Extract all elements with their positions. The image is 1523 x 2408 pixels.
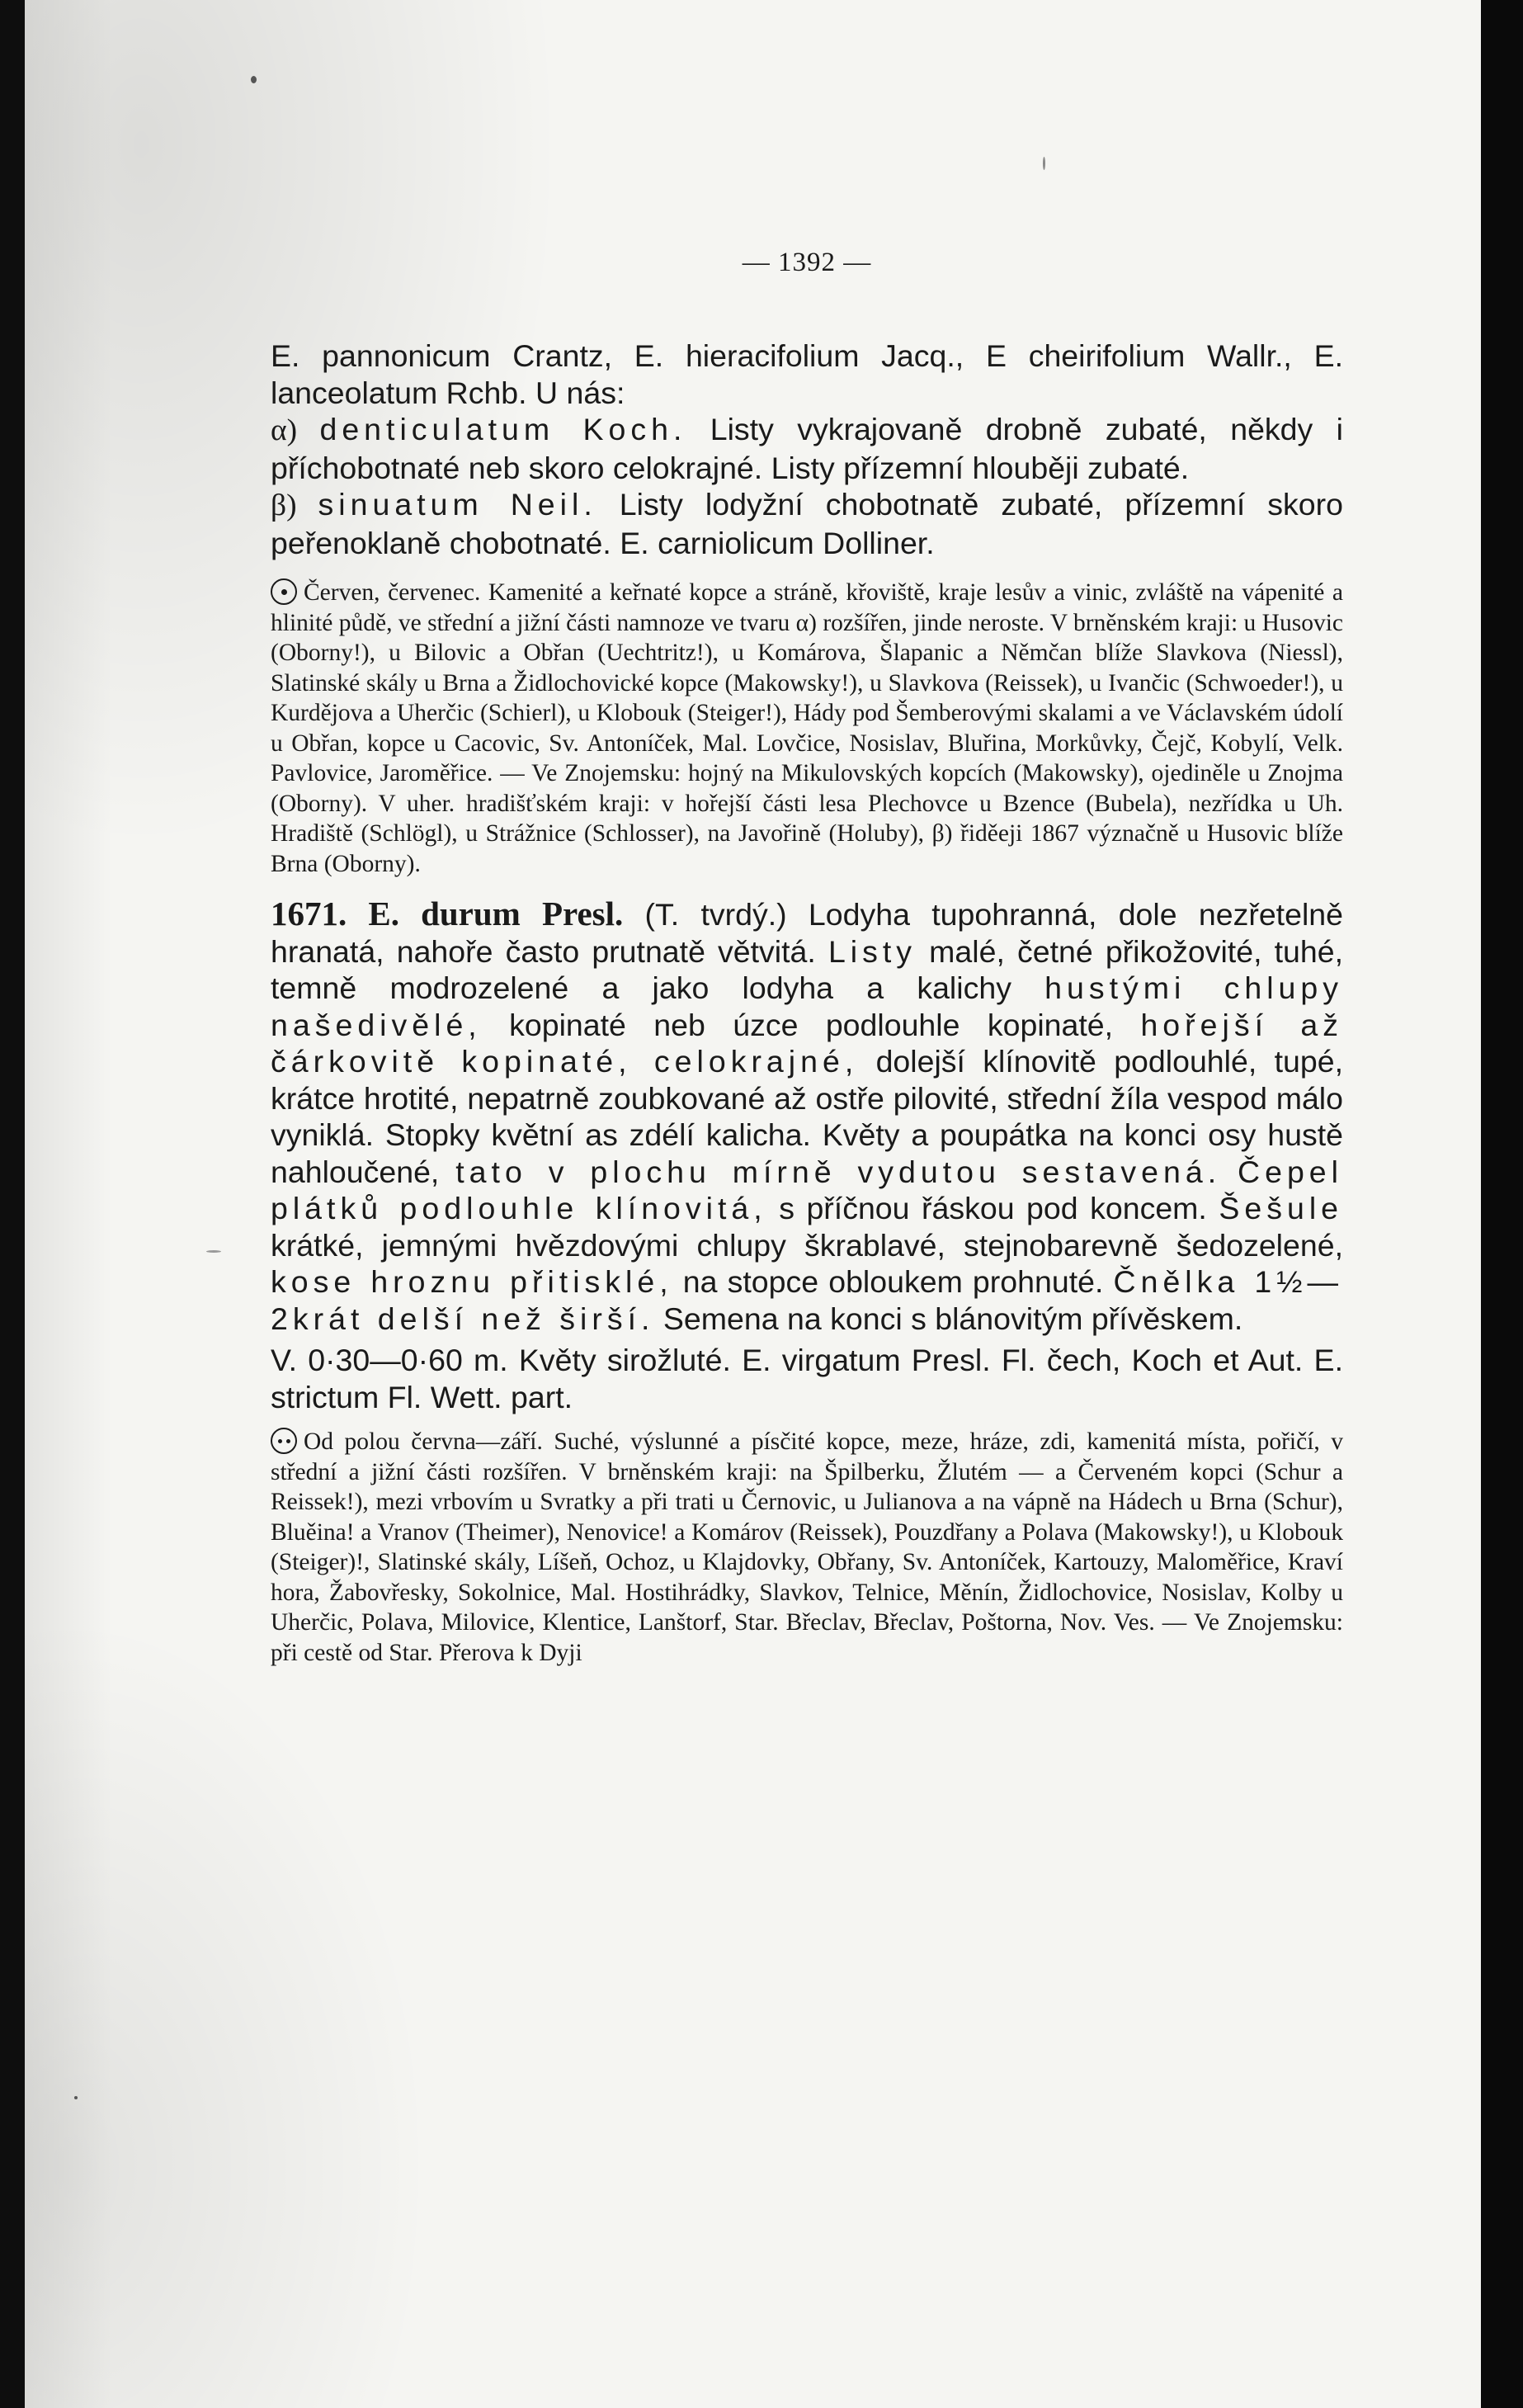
desc-part-3: kopinaté neb úzce podlouhle kopinaté, <box>481 1007 1141 1042</box>
scan-dark-edge <box>1481 0 1523 2408</box>
beta-marker: β) <box>271 489 318 522</box>
variety-beta <box>271 486 1343 561</box>
species-description <box>271 895 1343 1337</box>
desc-emph-cepel: Čepel plátků podlouhle klínovitá, <box>271 1154 1343 1225</box>
flowering-symbol-icon <box>271 578 297 605</box>
species-heading: 1671. E. durum Presl. <box>271 895 624 933</box>
desc-emph-chlupy: hustými chlupy našedivělé, <box>271 970 1343 1042</box>
desc-part-5: s příčnou řáskou pod koncem. <box>766 1191 1219 1225</box>
desc-part-7: na stopce obloukem prohnuté. <box>672 1264 1114 1299</box>
desc-part-8: Semena na konci s blánovitým přívěskem. <box>654 1301 1243 1336</box>
biennial-symbol-icon <box>271 1428 297 1454</box>
desc-part-1: (T. tvrdý.) Lodyha tupohranná, dole nezřetelně hranatá, nahoře často prutnatě větvitá. <box>271 897 1343 969</box>
desc-emph-cnelka: Čnělka 1½—2krát delší než širší. <box>271 1264 1343 1336</box>
variety-beta-text: Listy lodyžní chobotnatě zubaté, přízemní skoro peřenoklaně chobotnaté. E. carniolicum Dolliner. <box>271 487 1343 560</box>
distribution-paragraph-1 <box>271 578 1343 879</box>
distribution-text-1: Červen, červenec. Kamenité a keřnaté kopce a stráně, křoviště, kraje lesův a vinic, zvláště na vápenité a hlinité půdě, ve střední a jižní části namnoze ve tvaru α) rozšířen, jinde neroste. V brněnském kraji: u Husovic (Oborny!), u Bilovic a Obřan (Uechtritz!), u Komárova, Šlapanic a Němčan blíže Slavkova (Niessl), Slatinské skály u Brna a Židlochovické kopce (Makowsky!), u Slavkova (Reissek), u Ivančic (Schwoeder!), u Kurdějova a Uherčic (Schierl), u Klobouk (Steiger!), Hády pod Šemberovými skalami a ve Václavském údolí u Obřan, kopce u Cacovic, Sv. Antoníček, Mal. Lovčice, Nosislav, Bluřina, Morkůvky, Čejč, Kobylí, Velk. Pavlovice, Jaroměřice. — Ve Znojemsku: hojný na Mikulovských kopcích (Makowsky), ojediněle u Znojma (Oborny). V uher. hradišťském kraji: v hořejší části lesa Plechovce u Bzence (Bubela), nezřídka u Uh. Hradiště (Schlögl), u Strážnice (Schlosser), na Javořině (Holuby), β) řiděeji 1867 význačně u Husovic blíže Brna (Oborny). <box>271 579 1343 877</box>
variety-alpha <box>271 411 1343 486</box>
desc-part-6: krátké, jemnými hvězdovými chlupy škrablavé, stejnobarevně šedozelené, <box>271 1227 1343 1263</box>
desc-emph-tato: tato v plochu mírně vydutou sestavená. <box>455 1154 1222 1189</box>
desc-part-4: dolejší klínovitě podlouhlé, tupé, krátce hrotité, nepatrně zoubkované až ostře pilovité, střední žíla vespod málo vyniklá. Stopky květní as zdélí kalicha. Květy a poupátka na konci osy hustě nahloučené, <box>271 1044 1343 1189</box>
variety-alpha-name: denticulatum Koch. <box>319 412 687 446</box>
desc-emph-listy: Listy <box>828 933 917 969</box>
size-synonyms-paragraph: V. 0·30—0·60 m. Květy sirožluté. E. virgatum Presl. Fl. čech, Koch et Aut. E. strictum Fl. Wett. part. <box>271 1343 1343 1414</box>
desc-part-2: malé, četné přikožovité, tuhé, temně modrozelené a jako lodyha a kalichy <box>271 933 1343 1005</box>
variety-beta-name: sinuatum Neil. <box>318 487 597 522</box>
alpha-marker: α) <box>271 413 320 447</box>
distribution-paragraph-2 <box>271 1427 1343 1668</box>
desc-emph-sesule: Šešule <box>1219 1191 1344 1225</box>
desc-emph-kose: kose hroznu přitisklé, <box>271 1264 673 1299</box>
distribution-text-2: Od polou června—září. Suché, výslunné a písčité kopce, meze, hráze, zdi, kamenitá místa, pořičí, v střední a jižní části rozšířen. V brněnském kraji: na Špilberku, Žlutém — a Červeném kopci (Schur a Reissek!), mezi vrbovím u Svratky a při trati u Černovic, u Julianova a na vápně na Hádech u Brna (Schur), Bluěina! a Vranov (Theimer), Nenovice! a Komárov (Reissek), Pouzdřany a Polava (Makowsky!), u Klobouk (Steiger)!, Slatinské skály, Líšeň, Ochoz, u Klajdovky, Obřany, Sv. Antoníček, Kartouzy, Maloměřice, Kraví hora, Žabovřesky, Sokolnice, Mal. Hostihrádky, Slavkov, Telnice, Měnín, Židlochovice, Nosislav, Kolby u Uherčic, Polava, Milovice, Klentice, Lanštorf, Star. Břeclav, Břeclav, Poštorna, Nov. Ves. — Ve Znojemsku: při cestě od Star. Přerova k Dyji <box>271 1428 1343 1666</box>
text-column <box>271 248 1343 1668</box>
page-number: — 1392 — <box>742 248 872 277</box>
desc-emph-horejsi: hořejší až čárkovitě kopinaté, celokrajné, <box>271 1007 1343 1079</box>
synonyms-paragraph: E. pannonicum Crantz, E. hieracifolium Jacq., E cheirifolium Wallr., E. lanceolatum Rchb. U nás: <box>271 338 1343 410</box>
desc-space <box>1221 1154 1238 1189</box>
variety-alpha-text: Listy vykrajovaně drobně zubaté, někdy i příchobotnaté neb skoro celokrajné. Listy přízemní hlouběji zubaté. <box>271 412 1343 485</box>
